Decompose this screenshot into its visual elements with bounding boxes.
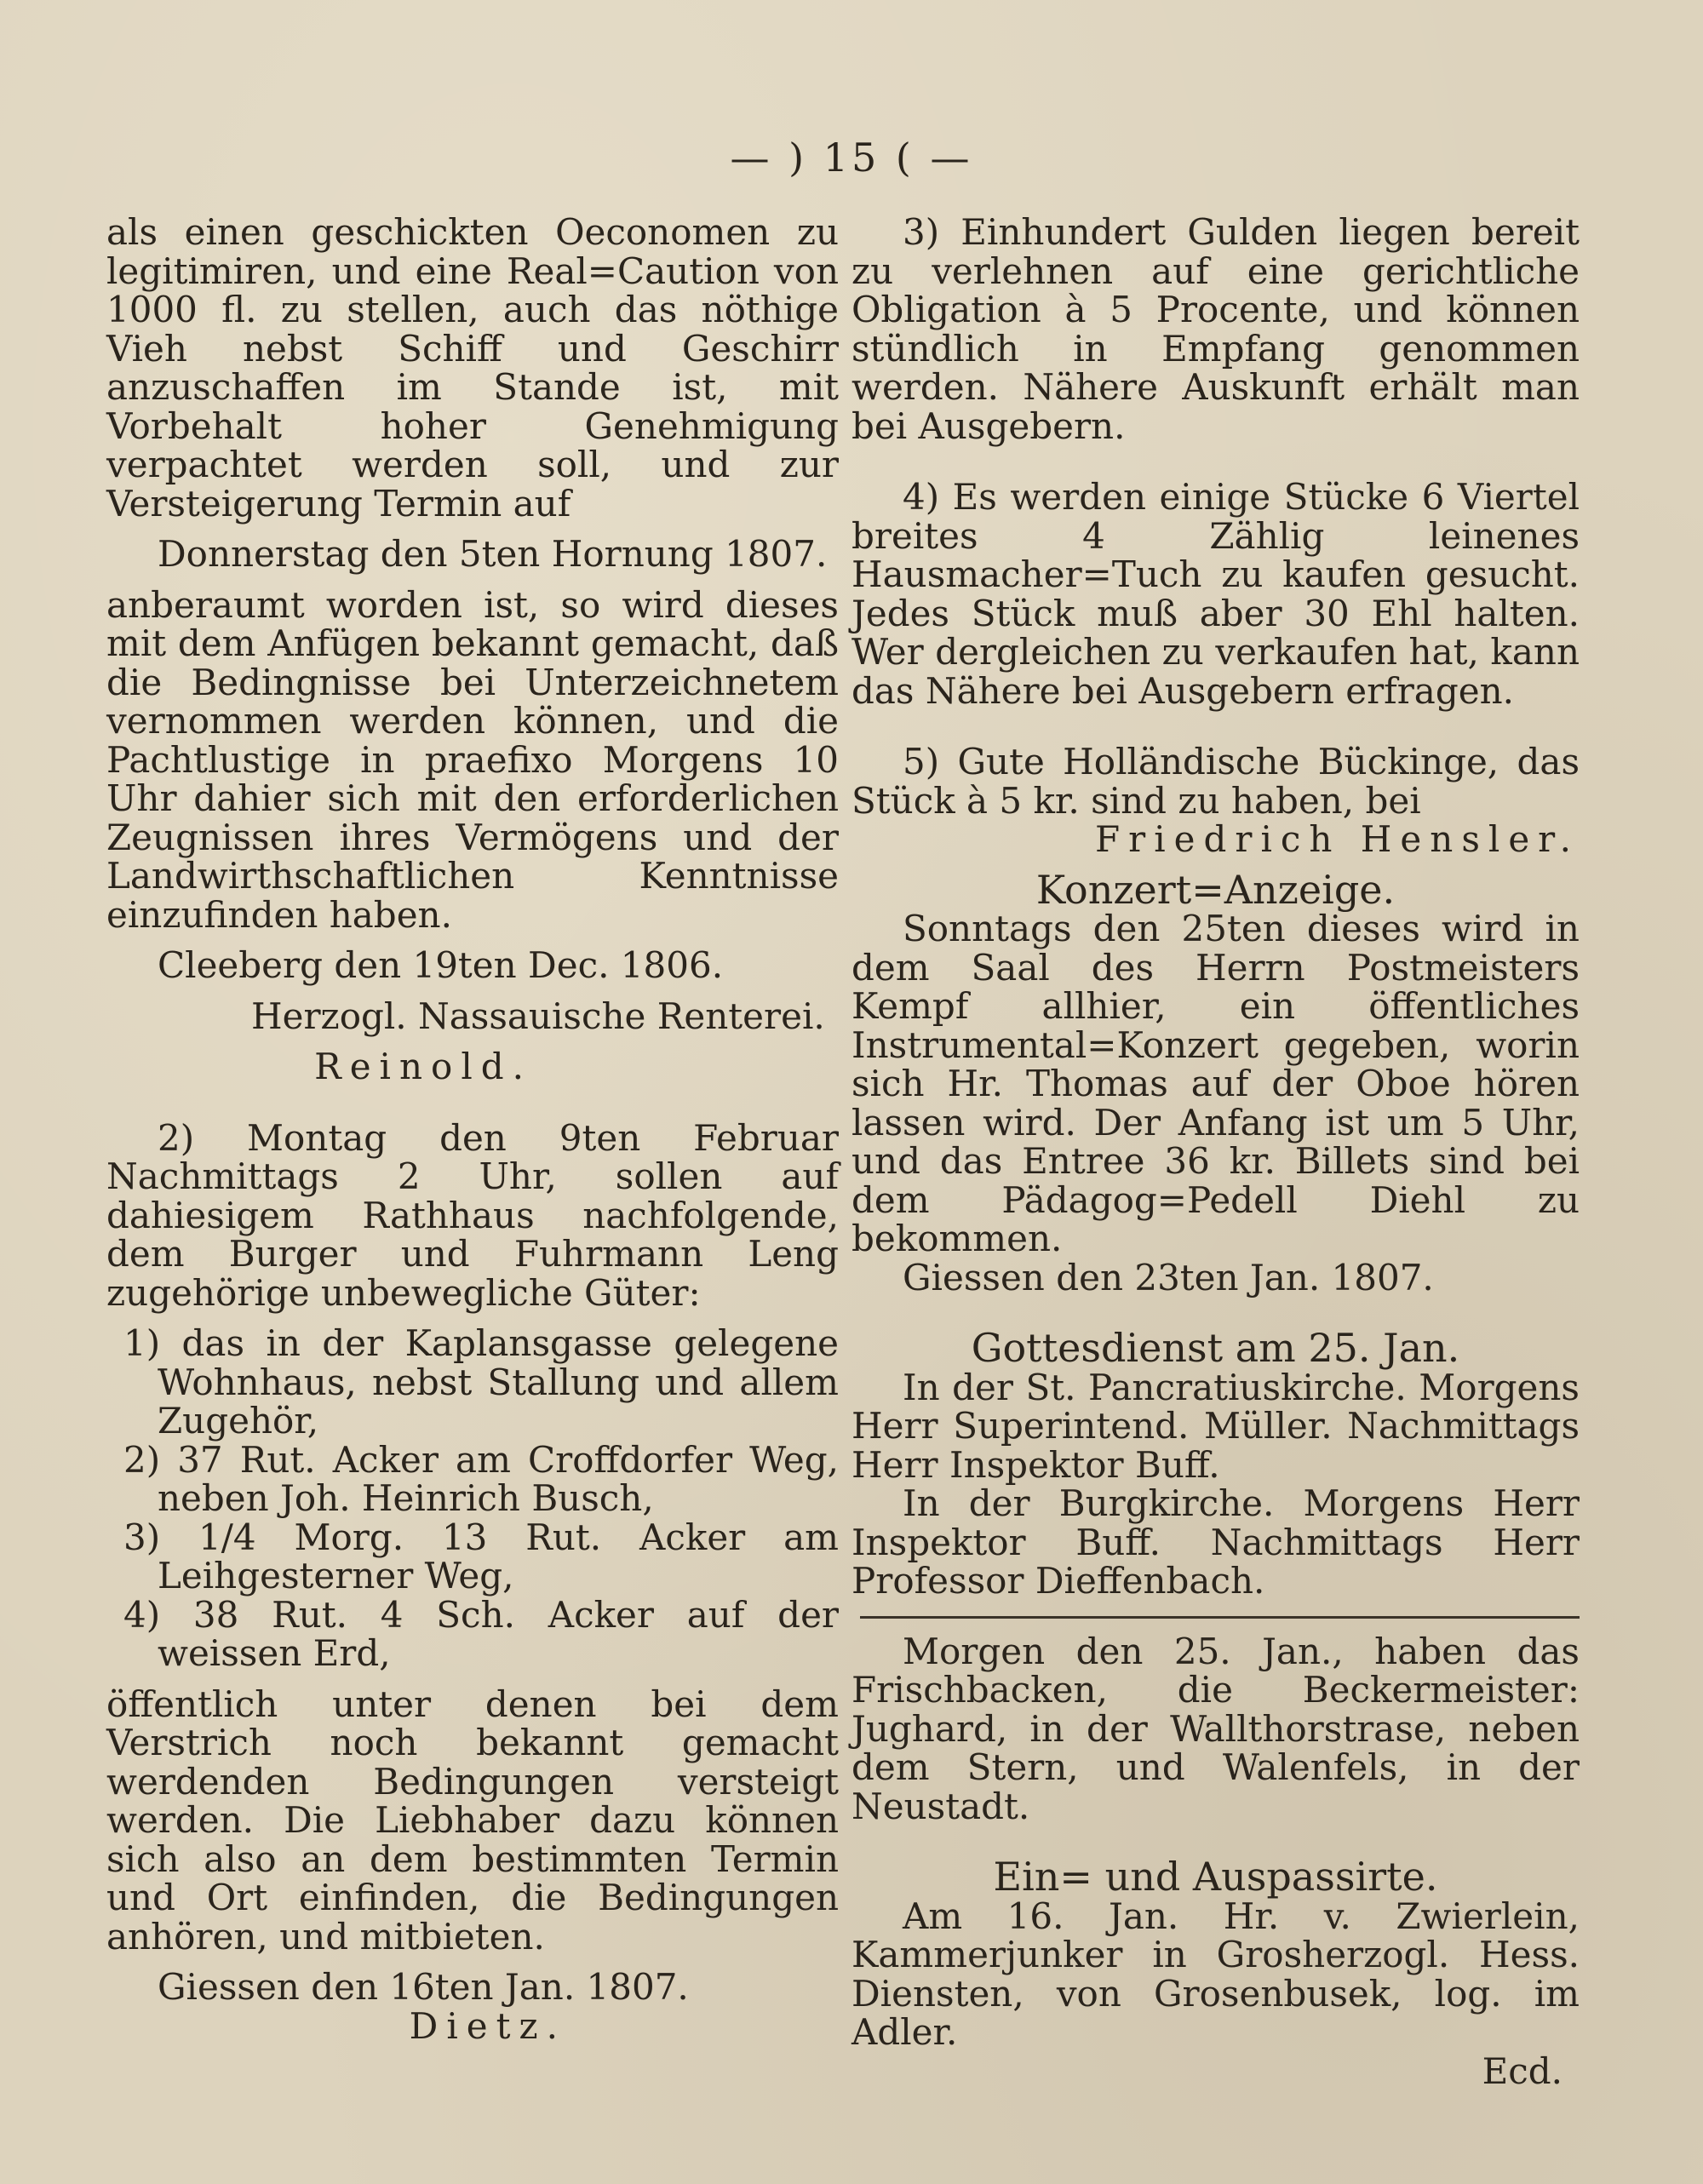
- service-burgkirche: In der Burgkirche. Morgens Herr Inspektor Buff. Nachmittags Herr Professor Dieffenbach.: [852, 1482, 1580, 1602]
- place-date-giessen: Giessen den 16ten Jan. 1807.: [158, 1966, 689, 2008]
- list-item: 2) 37 Rut. Acker am Croffdorfer Weg, neben Joh. Heinrich Busch,: [123, 1438, 839, 1519]
- auction-date-line: Donnerstag den 5ten Hornung 1807.: [158, 533, 828, 575]
- list-item: 4) 38 Rut. 4 Sch. Acker auf der weissen Erd,: [123, 1593, 839, 1674]
- concert-text: Sonntags den 25ten dieses wird in dem Saal des Herrn Postmeisters Kempf allhier, ein öffentliches Instrumental=Konzert gegeben, worin sich Hr. Thomas auf der Oboe hören lassen wird. Der Anfang ist um 5 Uhr, und das Entree 36 kr. Billets sind bei dem Pädagog=Pedell Diehl zu bekommen.: [852, 908, 1580, 1259]
- list-item: 1) das in der Kaplansgasse gelegene Wohnhaus, nebst Stallung und allem Zugehör,: [123, 1322, 839, 1442]
- signature-reinold: Reinold.: [314, 1046, 532, 1087]
- cloth-wanted-text: 4) Es werden einige Stücke 6 Viertel breites 4 Zählig leinenes Hausmacher=Tuch zu kaufen gesucht. Jedes Stück muß aber 30 Ehl halten. Wer dergleichen zu verkaufen hat, kann das Nähere bei Ausgebern erfragen.: [852, 476, 1580, 712]
- travel-heading: Ein= und Auspassirte.: [993, 1854, 1438, 1900]
- service-pancratius: In der St. Pancratiuskirche. Morgens Herr Superintend. Müller. Nachmittags Herr Inspektor Buff.: [852, 1366, 1580, 1486]
- concert-heading: Konzert=Anzeige.: [1035, 866, 1396, 913]
- place-date: Cleeberg den 19ten Dec. 1806.: [158, 944, 724, 986]
- divider-rule: [860, 1616, 1580, 1619]
- page-number: — ) 15 ( —: [730, 135, 973, 181]
- list-item: 3) 1/4 Morg. 13 Rut. Acker am Leihgesterner Weg,: [123, 1516, 839, 1596]
- left-column: [106, 213, 839, 2045]
- lease-notice-continuation: anberaumt worden ist, so wird dieses mit dem Anfügen bekannt gemacht, daß die Bedingnisse bei Unterzeichnetem vernommen werden können, und die Pachtlustige in praefixo Morgens 10 Uhr dahier sich mit den erforderlichen Zeugnissen ihres Vermögens und der Landwirthschaftlichen Kenntnisse einzufinden haben.: [106, 583, 839, 936]
- issuing-office: Herzogl. Nassauische Renterei.: [251, 995, 825, 1037]
- service-heading: Gottesdienst am 25. Jan.: [971, 1325, 1460, 1371]
- herring-offer-text: 5) Gute Holländische Bückinge, das Stück à 5 kr. sind zu haben, bei: [852, 741, 1580, 822]
- ecd-mark: Ecd.: [1482, 2049, 1563, 2092]
- property-auction-text: 2) Montag den 9ten Februar Nachmittags 2 Uhr, sollen auf dahiesigem Rathhaus nachfolgende, dem Burger und Fuhrmann Leng zugehörige unbewegliche Güter:: [106, 1116, 839, 1314]
- travel-text: Am 16. Jan. Hr. v. Zwierlein, Kammerjunker in Grosherzogl. Hess. Diensten, von Grosenbusek, log. im Adler.: [852, 1895, 1580, 2053]
- bakers-notice: Morgen den 25. Jan., haben das Frischbacken, die Beckermeister: Jughard, in der Wallthorstrase, neben dem Stern, und Walenfels, in der Neustadt.: [852, 1630, 1580, 1827]
- signature-hensler: Friedrich Hensler.: [1094, 818, 1580, 860]
- property-list: [106, 1324, 839, 1673]
- lease-notice-text: als einen geschickten Oeconomen zu legitimiren, und eine Real=Caution von 1000 fl. zu stellen, auch das nöthige Vieh nebst Schiff und Geschirr anzuschaffen im Stande ist, mit Vorbehalt hoher Genehmigung verpachtet werden soll, und zur Versteigerung Termin auf: [106, 211, 839, 525]
- loan-offer-text: 3) Einhundert Gulden liegen bereit zu verlehnen auf eine gerichtliche Obligation à 5 Procente, und können stündlich in Empfang genommen werden. Nähere Auskunft erhält man bei Ausgebern.: [852, 211, 1580, 447]
- right-column: [852, 213, 1580, 2090]
- auction-conditions-text: öffentlich unter denen bei dem Verstrich noch bekannt gemacht werdenden Bedingungen versteigt werden. Die Liebhaber dazu können sich also an dem bestimmten Termin und Ort einfinden, die Bedingungen anhören, und mitbieten.: [106, 1682, 839, 1958]
- concert-place-date: Giessen den 23ten Jan. 1807.: [903, 1256, 1434, 1298]
- signature-dietz: Dietz.: [409, 2004, 566, 2047]
